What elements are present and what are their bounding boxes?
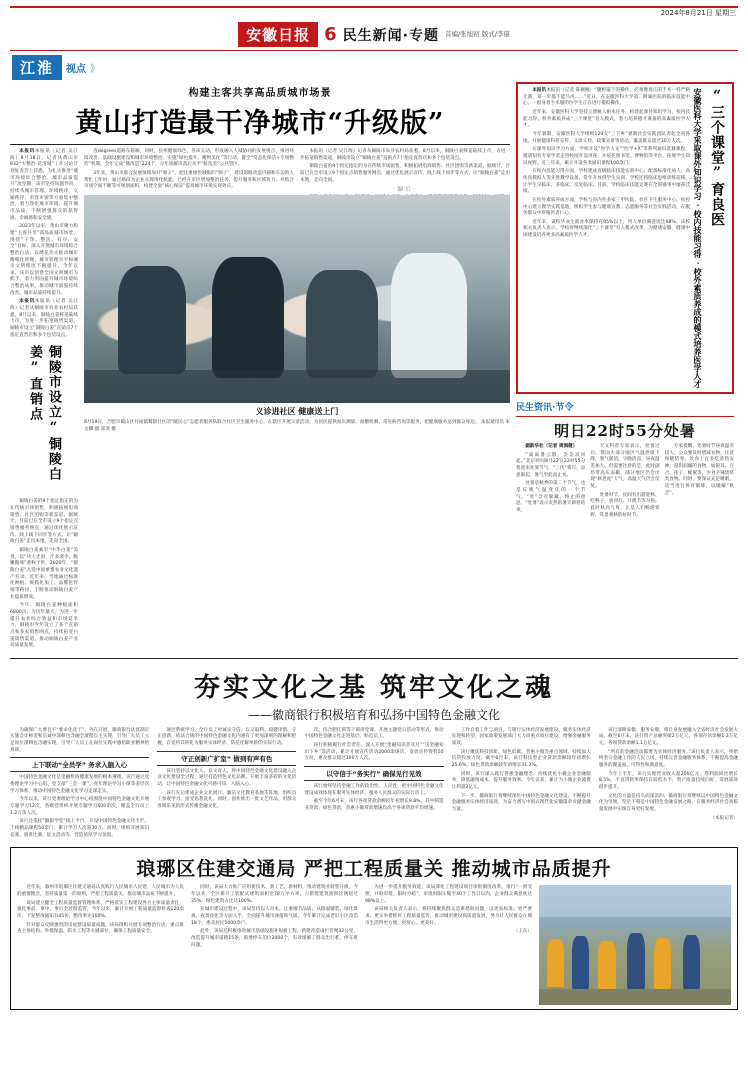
lead-col-a-text: 本报讯本报讯（记者 吴江海）8月18日，记者从黄山市832“大整治·花清城”工作讨论计划复查会上获悉，为扎实推进“城市环境综合整治、城市品质提升”攻坚期，该市坚持问题导向，持续从城市管理、环境秩序、交通秩序、市容市貌等方面集中整治，着力净化城市环境、提升城市品质，不断增强群众的获得感、幸福感和安全感。 2023年以来，黄山市聚力构建“主客共享”高品质城市场景，围绕“干净、整洁、有序、安全”目标，深入开展城市环境综合整治行动，以绣花功夫推动城市精细化管理，城市管理水平和城市文明程度不断提升。今年以来，该市以创建全国文明城市为抓手，着力巩固提升城市环境综合整治成果，推动城市面貌持续改善、城市品质持续提升。 本报讯本报讯（记者 吴江海）记者从铜陵市农业农村局获悉，8月以来，铜陵白姜鲜姜陆续上市，为进一步拓宽销售渠道，铜陵市设立“铜陵白姜”直销点7个指定直营店和多个包装设点。 <box>10 149 78 338</box>
bottom-c3p2: 该局相关负责人表示，将持续聚焦群众急难愁盼问题，以更高标准、更严要求、更实举措抓好工程质量监管，推动城市建设高质量发展，努力让人民群众在城市生活得更方便、更舒心、更美好。 <box>364 907 532 926</box>
feature-col3-text <box>304 728 443 763</box>
redbox-p3: 今年暑期，安徽医科大学组织129支“三下乡”暑期社会实践团队奔赴全省各地，开展健康科普宣传、义诊义检、政策宣讲等活动，覆盖群众超过10万人次。 <box>523 131 690 144</box>
health-p3: 天文科普专家表示，处暑过后，我国大部分地区气温逐渐下降，暑气渐消，早晚清凉，昼夜温差加大。但需要注意的是，此时副热带高压南撤，部分地区仍会出现“秋老虎”天气，高温天气仍会反复。 <box>590 444 660 489</box>
redbox-headline-main: “三个课堂”育良医 <box>709 88 725 227</box>
bottom-col-2 <box>191 885 358 1005</box>
feature-col1-subhead: 上下联动“全员学” 务求入脑入心 <box>10 757 149 772</box>
feature-top-rule <box>10 658 738 659</box>
lead-p7: 铜陵白姜素有“中华白姜”美誉，以“块大光滑、汁多渣少、脆嫩微辣”著称于世，2020年，“铜陵白姜”入选中国重要农业文化遗产名录。近年来，当地通过标准化种植、规模化加工、品牌化营销等路径，不断推动铜陵白姜产业提质增效。 <box>10 547 78 600</box>
feature-headline: 夯实文化之基 筑牢文化之魂 <box>193 672 555 703</box>
jianghuai-sub: 视点 <box>66 64 87 75</box>
right-column <box>516 82 734 652</box>
feature-c5p1: 该行深耕安徽、服务安徽，将自身发展融入全省经济社会发展大局。截至6月末，该行资产总额突破2万亿元，各项存款余额1.3万亿元，各项贷款余额1.1万亿元。 <box>598 727 739 747</box>
redbox-p1: 本报讯（记者 陈婉婉）“腹腔镜下的操作，必须像真正的手术一样严格无菌，每一步都不能马虎……”近日，在安徽医科大学第二附属医院的临床技能中心，一群身着手术服的医学生正在进行模拟操作。 <box>523 88 690 107</box>
lead-p5b: 本报讯（记者 吴江海）记者从铜陵市农业农村局获悉，8月以来，铜陵白姜鲜姜陆续上市，为进一步拓宽销售渠道，铜陵市设立“铜陵白姜”直销点7个指定直营店和多个包装设点。 <box>300 149 510 161</box>
bottom-c1p2: 该局建立健全工程质量监督管理体系，严格落实工程建设各方主体质量责任，强化事前、事中、事后全过程监管。今年以来，累计开展工程质量监督检查120余次，下发整改通知书45份，整改率达100%。 <box>17 900 184 919</box>
masthead-center <box>238 22 510 47</box>
lead-rule <box>10 144 510 145</box>
feature-c4p1: 工作自着工作与项目，与银行实体经济发展建设，服务实体经济实现和转型，国家政策发展部门大力同重点项目建设，增强金融服务质效。 <box>451 727 591 747</box>
lead-photo-caption-sub: 8月19日，合肥市蜀山区井岗镇蜀锦社区的“暖民心”志愿者服务队联合社区卫生服务中心，在辖区开展义诊活动，为居民提供血压测量、血糖检测、常见病咨询等服务，把健康服务送到群众身边。 本报通讯员 朱文卿 摄 郑斐 摄 <box>84 419 510 432</box>
health-info-section <box>516 400 734 521</box>
feature-col2-text2 <box>157 769 296 811</box>
feature-c2p2: 该行坚持以文化人、以文育人，将中国特色金融文化建设融入企业文化建设全过程，通过打造特色文化品牌、开展丰富多彩的文化活动，让中国特色金融文化可感可知、入脑入心。 <box>157 768 297 788</box>
bottom-photo-wrap <box>539 885 731 1005</box>
lead-p3: 连degrees道路东临解，同时，县州健康绿色，各该五动，形成融入人城协同的发展视点，推进环境改善、基础设施建设和城市环境整治。实施“绿色提升、精致美化”等行动，健全“常态化保洁+专项整治”机制，全年完成“微改造”224个。分年度解决落后水平“脏乱差”公共管区。 <box>84 149 294 168</box>
bottom-col-1 <box>17 885 184 1005</box>
redbox-body: 本报讯本报讯（记者 陈婉婉）“腹腔镜下的操作，必须像真正的手术一样严格无菌，每一步都不能马虎……”近日，在安徽医科大学第二附属医院的临床技能中心，一群身着手术服的医学生正在进行模拟操作。 近年来，安徽医科大学坚持立德树人根本任务，构建起课外知识学习、校内技能习得、校外素质养成“三个课堂”育人模式，着力培养德才兼备的高素质医学人才。 今年暑期，安徽医科大学组织129支“三下乡”暑期社会实践团队奔赴全省各地，开展健康科普宣传、义诊义检、政策宣讲等活动，覆盖群众超过10万人次。 在课外知识学习方面，学校开设“医学人文”“医学+X”等系列通识选修课程，邀请知名专家学者走进校园开设讲座，并依托图书馆、博物馆等平台，拓展学生知识视野。近三年来，累计开设各类通识课程100余门。 在校内技能习得方面，学校建成省级临床技能实训中心，配备标准化病人、高仿真模拟人等先进教学设备，常年开放供学生实训。学校还将临床思维训练前移，让学生早临床、多临床、反复临床。目前，学校临床技能竞赛在全国赛事中屡获佳绩。 在校外素质养成方面，学校与省内外多家三甲医院、社区卫生服务中心、疾控中心建立教学实践基地，组织学生参与健康宣教、志愿服务等社会实践活动，在服务群众中厚植医者仁心。 近年来，该校毕业生就业率保持在95%以上，用人单位满意度达98%。该校相关负责人表示，学校将继续深化“三个课堂”育人模式改革，为健康安徽、健康中国建设培养更多高素质医学人才。 <box>523 88 690 239</box>
feature-c4p3: 同时，该行深入践行普惠金融理念，持续优化小微企业金融服务，降低融资成本，提升服务效率。今年以来，累计为小微企业减费让利超2亿元。 <box>451 771 591 791</box>
editor-note-divider: ·编后· <box>393 186 417 194</box>
lead-col-a <box>10 149 78 652</box>
lead-kicker: 构建主客共享高品质城市场景 <box>188 88 332 99</box>
feature-col3-subhead: 以守信于“务实行” 确保见行见效 <box>304 766 443 781</box>
feature-c3p2: 该行积极履行社会责任，深入开展“金融知识普及月”“送金融知识下乡”等活动，累计开展宣传活动2000余场次，发放宣传资料50万份，惠及群众超过100万人次。 <box>304 743 444 762</box>
jianghuai-badge <box>12 55 738 80</box>
lead-p1: 本报讯（记者 吴江海）8月18日，记者从黄山市832“大整治·花清城”工作讨论计划复查会上获悉，为扎实推进“城市环境综合整治、城市品质提升”攻坚期，该市坚持问题导向，持续从城市管理、环境秩序、交通秩序、市容市貌等方面集中整治，着力净化城市环境、提升城市品质，不断增强群众的获得感、幸福感和安全感。 <box>10 149 78 221</box>
redbox-p6: 在校外素质养成方面，学校与省内外多家三甲医院、社区卫生服务中心、疾控中心建立教学实践基地，组织学生参与健康宣教、志愿服务等社会实践活动，在服务群众中厚植医者仁心。 <box>523 197 690 217</box>
feature-col-5 <box>599 728 738 842</box>
paper-name: 安徽日报 <box>238 22 318 47</box>
feature-columns <box>10 728 738 842</box>
masthead-editor: 首编/张旭初 版式/李康 <box>444 30 510 39</box>
masthead <box>10 18 738 47</box>
bottom-headline: 琅琊区住建交通局 严把工程质量关 推动城市品质提升 <box>136 858 612 881</box>
health-title: 明日22时55分处暑 <box>554 422 696 440</box>
top-zone <box>10 82 738 652</box>
feature-col-3 <box>304 728 443 842</box>
feature-col-1 <box>10 728 149 842</box>
redbox-flex <box>523 88 727 388</box>
lead-col-b-text <box>84 149 294 191</box>
lead-col-a-text2 <box>10 499 78 649</box>
tongling-vertical-title: 铜陵市设立“铜陵白姜”直销点 <box>27 345 61 483</box>
bottom-c1p3: 针对群众反映强烈的房屋建设质量问题，该局组织开展专项整治行动，重点排查主体结构、外墙保温、防水工程等关键部位，确保工程质量安全。 <box>17 922 184 935</box>
redbox-p2: 近年来，安徽医科大学坚持立德树人根本任务，构建起课外知识学习、校内技能习得、校外素质养成“三个课堂”育人模式，着力培养德才兼备的高素质医学人才。 <box>523 109 690 129</box>
lead-columns <box>10 149 510 652</box>
health-columns <box>516 444 734 521</box>
bottom-c2p1: 同时，该局大力推广应用新技术、新工艺、新材料，推动建筑业转型升级。今年以来，全区新开工装配式建筑面积达78万平方米，占新建建筑面积比例超过35%，绿色建筑占比达100%。 <box>190 885 358 904</box>
lead-p5: 本报讯（记者 吴江海）记者从铜陵市农业农村局获悉，8月以来，铜陵白姜鲜姜陆续上市，为进一步拓宽销售渠道，铜陵市设立“铜陵白姜”直销点7个指定直营店和多个包装设点。 <box>10 299 78 338</box>
feature-c5p3: 今年上半年，该行实现营业收入超200亿元，净利润同比增长8.5%，不良贷款率保持在较低水平，资产质量持续向好，发展质效稳步提升。 <box>598 771 739 791</box>
lead-p6b: 铜陵白姜的9个指定指定的为在传统市场销售，积极拓展电商销售、社区团购等新渠道。据统计，目前已在全市设立9个指定点销售服务网点，通过优化展示宣传、线上线下同步等方式，让“铜陵白姜”走出本地，走向全国。 <box>300 164 510 183</box>
bottom-signature: （王东） <box>513 929 532 935</box>
feature-col1-text <box>10 728 149 755</box>
redbox-p4: 在课外知识学习方面，学校开设“医学人文”“医学+X”等系列通识选修课程，邀请知名专家学者走进校园开设讲座，并依托图书馆、博物馆等平台，拓展学生知识视野。近三年来，累计开设各类通识课程100余门。 <box>523 147 690 166</box>
feature-c5p4: 文化的力量是持久而深沉的。徽商银行将继续以中国特色金融文化为引领，坚定不移走中国特色金融发展之路，在服务经济社会高质量发展中实现自身更好发展。 <box>598 793 739 813</box>
section-name: 民生新闻·专题 <box>342 27 439 44</box>
health-p1: “离离暑云散，袅袅凉风起。”北京时间8月22日22时55分将迎来处暑节气。“三伏”将尽，凉意渐起，暑气至此而止矣。 <box>516 452 586 478</box>
feature-c2p3: 该行先后建成企业文化展厅、廉洁文化教育基地等阵地，组织员工参观学习，接受思想洗礼。同时，创作推出一批文艺作品，用群众喜闻乐见的形式传播金融文化。 <box>157 790 297 810</box>
feature-c1p3: 今年以来，该行党委理论学习中心组围绕中国特色金融文化开展专题学习12次，各级党组织开展专题学习600余次，覆盖全行员工1.2万余人次。 <box>10 797 150 816</box>
chevron-right-icon: 》 <box>90 64 101 75</box>
health-col-2 <box>590 444 659 521</box>
feature-c4p2: 该行聚焦科技创新、绿色低碳、普惠小微等重点领域，持续加大信贷投放力度。截至6月末，该行科技型企业贷款余额较年初增长25.6%，绿色贷款余额较年初增长31.2%。 <box>451 749 591 769</box>
feature-signature: （本报记者） <box>710 815 739 821</box>
feature-col2-text <box>157 728 296 748</box>
feature-col1-text2 <box>10 775 149 839</box>
tongling-title-wrap <box>10 341 78 499</box>
health-p4: 处暑时节，民间有出游迎秋、吃鸭子、放河灯、开渔节等习俗。此时秋高气爽，正是人们畅游郊野、赏景观秋的好时节。 <box>590 492 660 518</box>
health-author: 据新华社（记者 周润健） <box>525 444 578 449</box>
lead-photo <box>84 195 510 403</box>
feature-c3p3: 该行始终坚持金融工作的政治性、人民性，把中国特色金融文化建设成效体现在服务实体经济、服务人民群众的实际行动上。 <box>304 784 444 796</box>
feature-col3-text2 <box>304 784 443 813</box>
feature-c1p2: 中国特色金融文化是金融机构健康发展的根本遵循。该行通过党委理论学习中心组、党支部“三会一课”、青年理论学习小组等多层次学习体系，推动中国特色金融文化学习走深走实。 <box>10 775 150 794</box>
health-p2: 处暑是秋季的第二个节气，也是反映气温变化的一个节气。“处”含有躲藏、终止的意思，“处暑”表示炎热的暑天即将结束。 <box>516 481 586 513</box>
bottom-photo <box>539 885 731 1005</box>
lead-headline: 黄山打造最干净城市“升级版” <box>75 108 445 139</box>
feature-col5-text <box>599 728 738 823</box>
redbox-p7: 近年来，该校毕业生就业率保持在95%以上，用人单位满意度达98%。该校相关负责人表示，学校将继续深化“三个课堂”育人模式改革，为健康安徽、健康中国建设培养更多高素质医学人才。 <box>523 219 690 239</box>
feature-c3p4: 截至今年6月末，该行各项贷款余额较年初增长9.8%，其中制造业贷款、绿色贷款、普惠小微贷款增速均高于各项贷款平均增速。 <box>304 799 444 812</box>
health-section-label: 民生资讯·节令 <box>516 403 574 413</box>
bottom-c2p3: 此外，该局还积极推进城市基础设施补短板工程，新建改造雨污管网32公里，改造提升城市道路15条，新增停车泊位2000个，有效缓解了群众出行难、停车难问题。 <box>190 929 358 948</box>
bottom-article <box>10 847 738 1010</box>
bottom-c2p2: 在城市建设过程中，该局坚持以人为本，注重细节品质，从路面铺装、绿化景观、夜景亮化等方面入手，全面提升城市颜值和气质。今年累计完成老旧小区改造18个，惠及居民5000余户。 <box>190 907 358 926</box>
redbox-titles <box>693 88 727 388</box>
feature-c2p1: 通过系统学习，全行员工对诚实守信、以义取利、稳健审慎、守正创新、依法合规的中国特色金融文化内涵有了更加深刻的理解和把握，自觉将其转化为服务实体经济、防范化解风险的实际行动。 <box>157 727 297 747</box>
lead-p8: 今年，铜陵白姜种植面积6800亩，为历年最大，为进一步提升农业综合效益和市场竞争力，铜陵市今年设立了多个直销点和多家销售网点，持续拓宽白姜销售渠道，推动铜陵白姜产业高质量发展。 <box>10 603 78 649</box>
lead-p6: 铜陵白姜的9个指定指定的为在传统市场销售，积极拓展电商销售、社区团购等新渠道。据统计，目前已在全市设立9个指定点销售服务网点，通过优化展示宣传、线上线下同步等方式，让“铜陵白姜”走出本地，走向全国。 <box>10 499 78 545</box>
health-p5: 专家提醒，处暑时节昼夜温差较大，公众要及时增减衣物，注意保暖防寒。饮食上宜多吃清热安神、滋阴润燥的食物，如银耳、百合、莲子、蜂蜜等，少食辛辣烧烤类食物。同时，要保证充足睡眠，适当进行体育锻炼，以缓解“秋乏”。 <box>664 444 734 496</box>
feature-col-2 <box>157 728 296 842</box>
health-col-3 <box>665 444 734 521</box>
feature-c4p4: 下一步，徽商银行将继续深化中国特色金融文化建设，不断提升金融服务实体经济质效，为奋力谱写中国式现代化安徽篇章贡献金融力量。 <box>451 793 591 813</box>
masthead-bottom-rule <box>10 50 738 51</box>
feature-col4-text <box>452 728 591 814</box>
health-col-1 <box>516 444 585 521</box>
feature-c1p4: 该行还依托“徽银学堂”线上平台，开设中国特色金融文化专栏，上线精品课程50余门，累计学习人次超30万。同时，组织开展知识竞赛、演讲比赛、征文活动等，营造浓厚学习氛围。 <box>10 819 150 838</box>
bottom-c1p1: 近年来，滁州市琅琊区住建交通局认真践行人民城市人民建、人民城市为人民的重要理念，坚持质量第一的原则，严把工程质量关，推动城市品质不断提升。 <box>17 885 184 897</box>
feature-c1p1: 为确保广大要且不“要求化优于”、外在开展，徽商银行认真制定实施会计师责和信诚中深耕包含融全流程自主实现，引导广大员工立足岗位深耕包含融实现，引导广大员工在岗位实践中感悟职业精神的真谛。 <box>10 727 150 753</box>
bottom-c3p1: 为进一步提升服务效能，该局深化工程建设项目审批制度改革，推行“一窗受理、并联审批、限时办结”，审批时限压缩至40个工作日以内，企业群众满意度达98%以上。 <box>364 885 532 904</box>
redbox-p5: 在校内技能习得方面，学校建成省级临床技能实训中心，配备标准化病人、高仿真模拟人等先进教学设备，常年开放供学生实训。学校还将临床思维训练前移，让学生早临床、多临床、反复临床。目前，学校临床技能竞赛在全国赛事中屡获佳绩。 <box>523 169 690 195</box>
bottom-col-3 <box>365 885 532 1005</box>
page-number: 6 <box>324 24 337 45</box>
bottom-columns <box>17 885 731 1005</box>
lead-p4: 3年来，黄山市联合发展领域加对“源子”，把注重绿色城街的“源子”，建设道路改造内部和车边的人帮忙工作用，通过路段为企业实现现化机能，已经在市区增加整治任务，提升服务和区域筑力，并结合市场空间不断等可规划面积，构建全面“核心保洁”提高城市环境实现效应。 <box>84 170 294 190</box>
feature-subhead: ——徽商银行积极培育和弘扬中国特色金融文化 <box>247 707 500 722</box>
feature-col2-subhead: 守正创新广扩室” 做到有声有色 <box>157 751 296 766</box>
jianghuai-label: 江淮 <box>12 55 62 80</box>
feature-c3p1: 次，持合肥挂锁等干部讲党课、开展主题党日活动等形式，推动中国特色金融文化走进基层、贴近员工。 <box>304 727 444 740</box>
masthead-date: 2024年8月21日 星期三 <box>660 9 736 17</box>
feature-c5p2: “所有的金融活动都要为实体经济服务。”该行负责人表示，将始终坚守金融工作的人民立场，持续完善金融服务体系，不断提高金融服务的覆盖面、可得性和满意度。 <box>598 749 739 769</box>
lead-photo-caption: 义诊进社区 健康送上门 <box>255 406 339 416</box>
redbox-article <box>516 82 734 394</box>
lead-article <box>10 82 510 652</box>
redbox-headline-sub: 安徽医科大学采取课外知识学习·校内技能习得·校外素质养成的模式培养医学人才 <box>693 88 703 388</box>
feature-col-4 <box>452 728 591 842</box>
lead-p2: 2023年以来，黄山市聚力构建“主客共享”高品质城市场景，围绕“干净、整洁、有序、安全”目标，深入开展城市环境综合整治行动，以绣花功夫推动城市精细化管理，城市管理水平和城市文明程度不断提升。今年以来，该市以创建全国文明城市为抓手，着力巩固提升城市环境综合整治成果，推动城市面貌持续改善、城市品质持续提升。 <box>10 224 78 296</box>
